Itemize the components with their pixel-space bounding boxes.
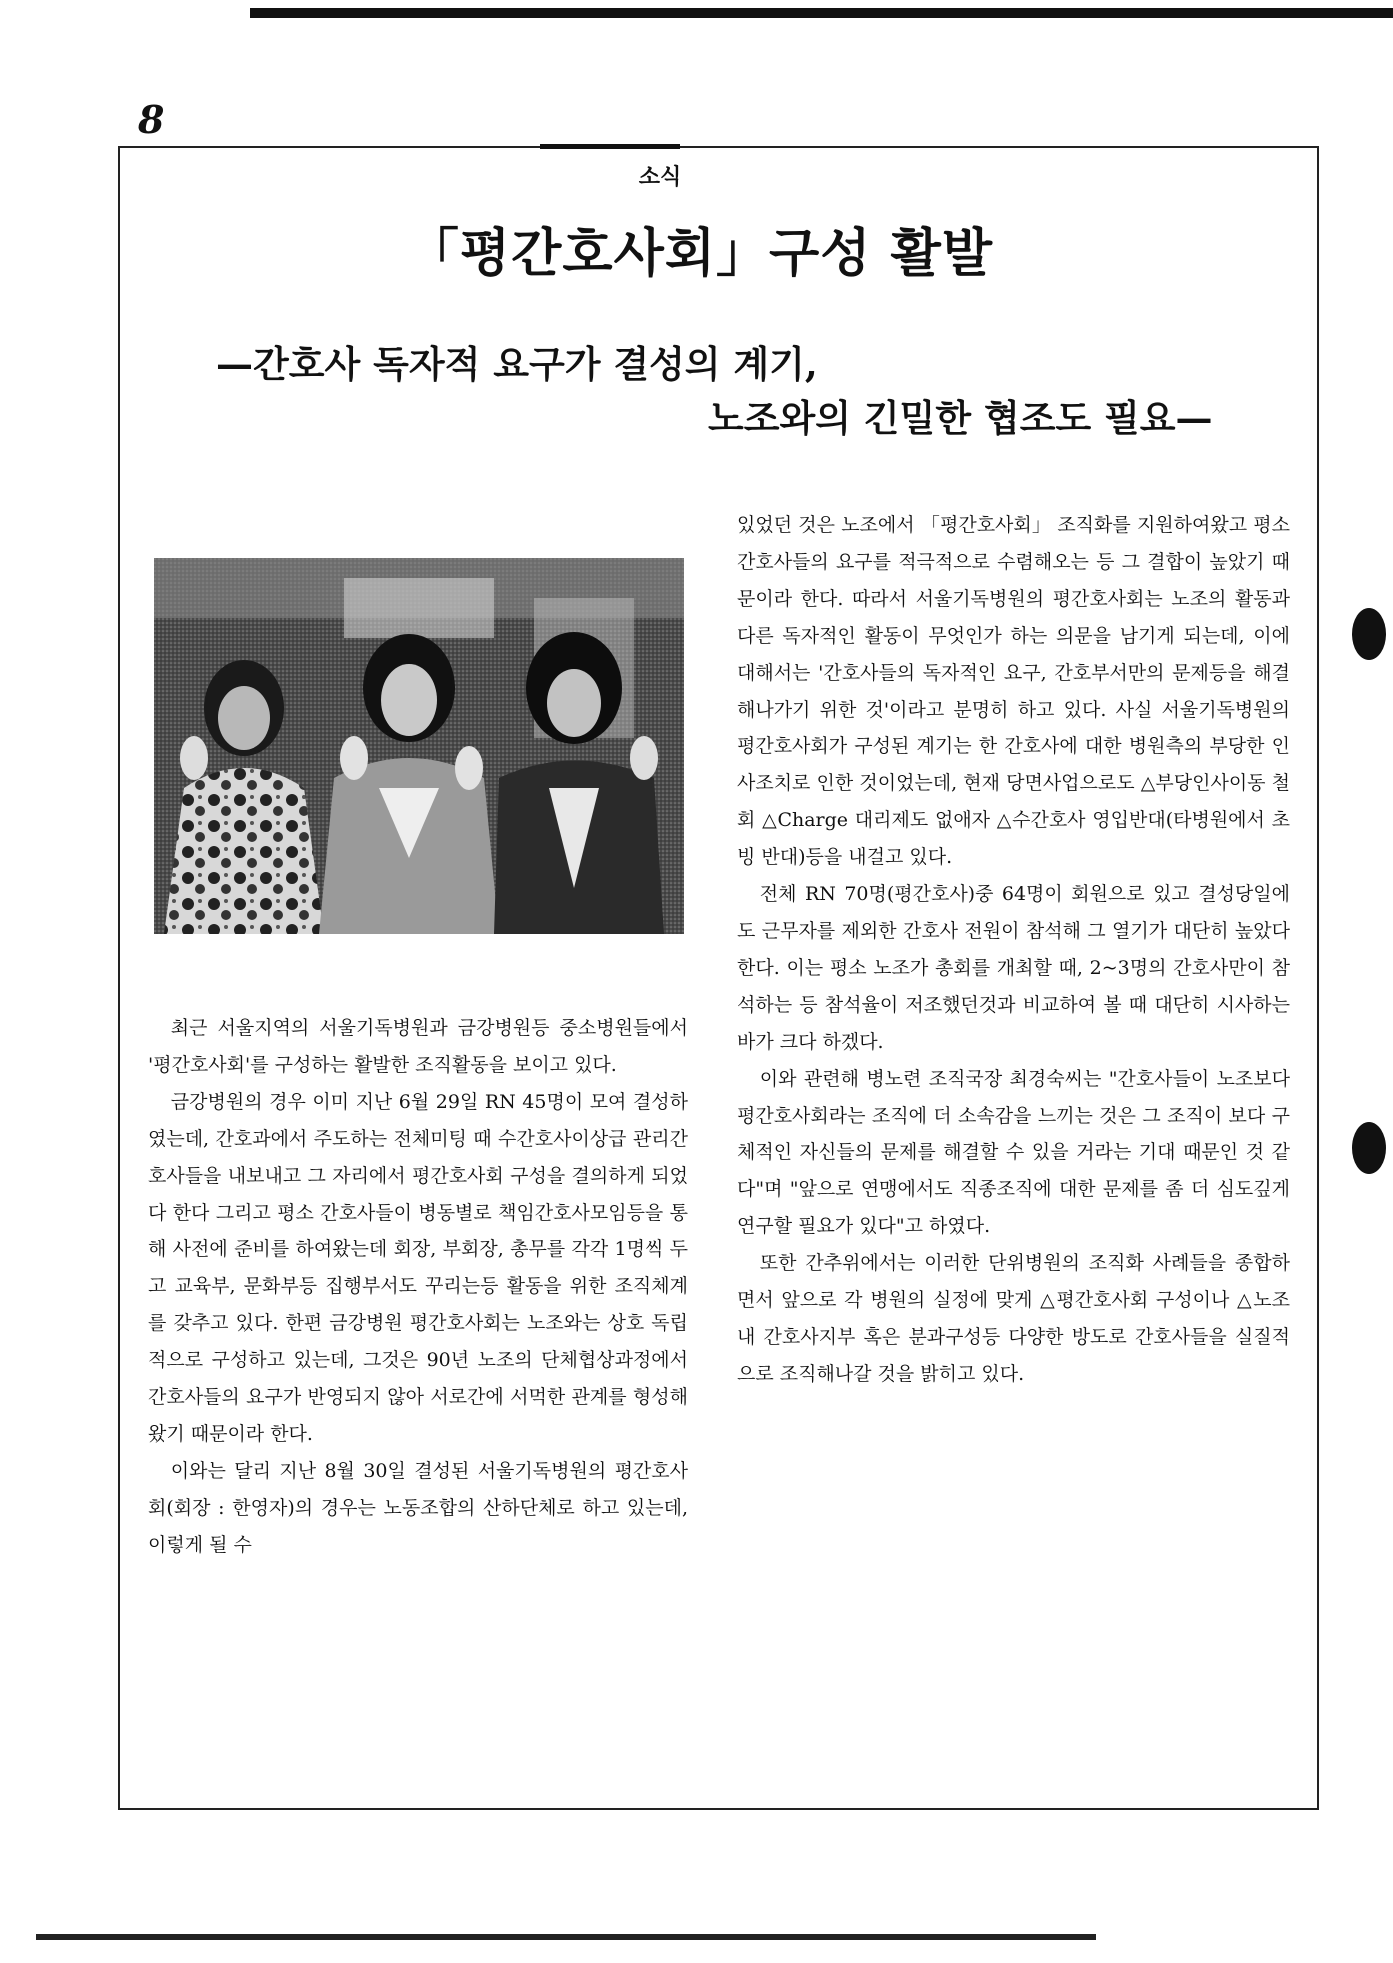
article-column-right [737,507,1290,1393]
subhead-line-2: 노조와의 긴밀한 협조도 필요— [708,396,1213,440]
article-paragraph: 전체 RN 70명(평간호사)중 64명이 회원으로 있고 결성당일에도 근무자를 제외한 간호사 전원이 참석해 그 열기가 대단히 높았다 한다. 이는 평소 노조가 총회를 개최할 때, 2~3명의 간호사만이 참석하는 등 참석율이 저조했던것과 비교하여 볼 때 대단히 시사하는 바가 크다 하겠다. [737,883,1290,1053]
article-paragraph: 이와 관련해 병노련 조직국장 최경숙씨는 "간호사들이 노조보다 평간호사회라는 조직에 더 소속감을 느끼는 것은 그 조직이 보다 구체적인 자신들의 문제를 해결할 수 있을 거라는 기대 때문인 것 같다"며 "앞으로 연맹에서도 직종조직에 대한 문제를 좀 더 심도깊게 연구할 필요가 있다"고 하였다. [737,1067,1290,1238]
article-paragraph: 또한 간추위에서는 이러한 단위병원의 조직화 사례들을 종합하면서 앞으로 각 병원의 실정에 맞게 △평간호사회 구성이나 △노조내 간호사지부 혹은 분과구성등 다양한 방도로 간호사들을 실질적으로 조직해나갈 것을 밝히고 있다. [737,1252,1290,1385]
top-border-rule [250,8,1393,18]
headline: 「평간호사회」구성 활발 [406,224,994,284]
group-photo-image [154,558,684,934]
section-tag: 소식 [638,165,682,190]
binder-hole [1352,608,1386,660]
article-paragraph: 있었던 것은 노조에서 「평간호사회」 조직화를 지원하여왔고 평소 간호사들의 요구를 적극적으로 수렴해오는 등 그 결합이 높았기 때문이라 한다. 따라서 서울기독병원의 평간호사회는 노조의 활동과 다른 독자적인 활동이 무엇인가 하는 의문을 남기게 되는데, 이에 대해서는 '간호사들의 독자적인 요구, 간호부서만의 문제등을 해결해나가기 위한 것'이라고 분명히 하고 있다. 사실 서울기독병원의 평간호사회가 구성된 계기는 한 간호사에 대한 병원측의 부당한 인사조치로 인한 것이었는데, 현재 당면사업으로도 △부당인사이동 철회 △Charge 대리제도 없애자 △수간호사 영입반대(타병원에서 초빙 반대)등을 내걸고 있다. [737,514,1290,869]
page-number: 8 [138,97,165,142]
binder-hole [1352,1122,1386,1174]
article-paragraph: 이와는 달리 지난 8월 30일 결성된 서울기독병원의 평간호사회(회장 : 한영자)의 경우는 노동조합의 산하단체로 하고 있는데, 이렇게 될 수 [148,1459,688,1556]
subhead-line-1: —간호사 독자적 요구가 결성의 계기, [216,342,818,386]
article-paragraph: 금강병원의 경우 이미 지난 6월 29일 RN 45명이 모여 결성하였는데, 간호과에서 주도하는 전체미팅 때 수간호사이상급 관리간호사들을 내보내고 그 자리에서 평간호사회 구성을 결의하게 되었다 한다 그리고 평소 간호사들이 병동별로 책임간호사모임등을 통해 사전에 준비를 하여왔는데 회장, 부회장, 총무를 각각 1명씩 두고 교육부, 문화부등 집행부서도 꾸리는등 활동을 위한 조직체계를 갖추고 있다. 한편 금강병원 평간호사회는 노조와는 상호 독립적으로 구성하고 있는데, 그것은 90년 노조의 단체협상과정에서 간호사들의 요구가 반영되지 않아 서로간에 서먹한 관계를 형성해왔기 때문이라 한다. [148,1090,688,1445]
article-column-left [148,1010,688,1564]
article-paragraph: 최근 서울지역의 서울기독병원과 금강병원등 중소병원들에서 '평간호사회'를 구성하는 활발한 조직활동을 보이고 있다. [148,1017,688,1076]
section-accent-bar [540,144,680,149]
bottom-border-rule [36,1934,1096,1940]
